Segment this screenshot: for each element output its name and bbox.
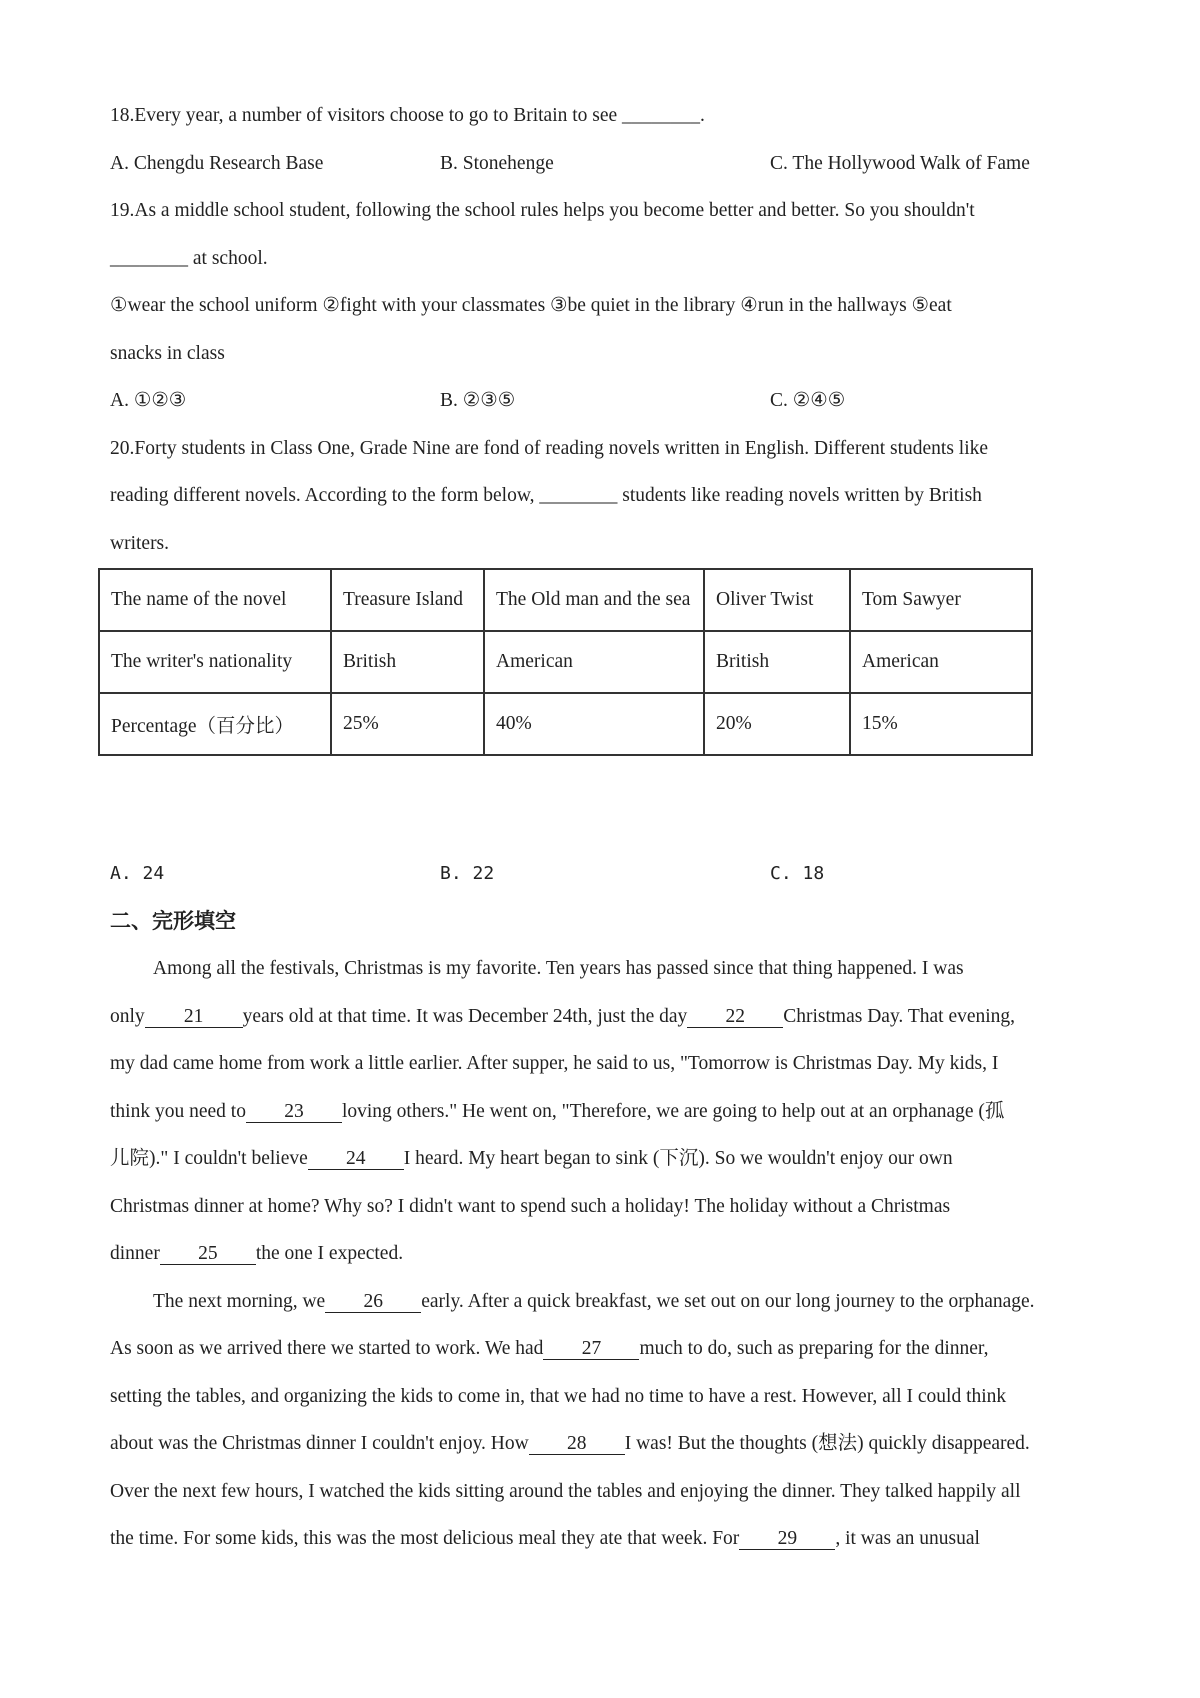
- table-cell: 15%: [850, 693, 1032, 755]
- q19-stem-line-2: ________ at school.: [110, 247, 268, 269]
- table-cell: The writer's nationality: [99, 631, 331, 693]
- cloze-paragraph-1: [110, 945, 1110, 1278]
- table-cell: American: [484, 631, 704, 693]
- blank-25[interactable]: 25: [160, 1244, 256, 1265]
- q20-options: [110, 850, 1110, 898]
- text-run: only: [110, 1005, 145, 1027]
- text-run: think you need to: [110, 1100, 246, 1122]
- q18-stem: 18.Every year, a number of visitors choose to go to Britain to see ________.: [110, 105, 705, 126]
- table-row: [99, 569, 1032, 631]
- paragraph-line: Christmas dinner at home? Why so? I didn't want to spend such a holiday! The holiday without a Christmas: [110, 1195, 951, 1217]
- blank-24[interactable]: 24: [308, 1149, 404, 1170]
- text-run: loving others." He went on, "Therefore, we are going to help out at an orphanage (孤: [341, 1100, 1005, 1122]
- q19-stem-line-1: 19.As a middle school student, following the school rules helps you become better and better. So you shouldn't: [110, 200, 975, 221]
- q19-option-a[interactable]: A. ①②③: [110, 390, 187, 411]
- paragraph-line: [110, 1515, 1110, 1563]
- text-run: the time. For some kids, this was the most delicious meal they ate that week. For: [110, 1528, 740, 1549]
- table-cell: British: [704, 631, 850, 693]
- paragraph-line: setting the tables, and organizing the kids to come in, that we had no time to have a rest. However, all I could think: [110, 1385, 1007, 1407]
- table-cell: Tom Sawyer: [850, 569, 1032, 631]
- q20-option-b[interactable]: B. 22: [440, 863, 495, 884]
- table-cell: Oliver Twist: [704, 569, 850, 631]
- text-run: the one I expected.: [255, 1243, 404, 1264]
- section-title: 二、完形填空: [110, 908, 236, 933]
- table-cell: The name of the novel: [99, 569, 331, 631]
- q20-stem-line-2: reading different novels. According to the form below, ________ students like reading novels written by British: [110, 485, 982, 506]
- table-row: [99, 631, 1032, 693]
- q18-options: [110, 140, 1110, 188]
- text-run: , it was an unusual: [835, 1528, 980, 1549]
- q18-option-a[interactable]: A. Chengdu Research Base: [110, 152, 324, 174]
- blank-27[interactable]: 27: [543, 1339, 639, 1360]
- table-cell: The Old man and the sea: [484, 569, 704, 631]
- table-cell: Treasure Island: [331, 569, 484, 631]
- text-run: The next morning, we: [153, 1290, 326, 1312]
- paragraph-line: [110, 1325, 1110, 1373]
- q18-option-b[interactable]: B. Stonehenge: [440, 152, 554, 174]
- blank-26[interactable]: 26: [325, 1292, 421, 1313]
- blank-28[interactable]: 28: [529, 1434, 625, 1455]
- q19-items-line-1: ①wear the school uniform ②fight with your classmates ③be quiet in the library ④run in the hallways ⑤eat: [110, 295, 952, 316]
- text-run: I heard. My heart began to sink (下沉). So we wouldn't enjoy our own: [403, 1148, 953, 1169]
- text-run: Christmas Day. That evening,: [783, 1005, 1016, 1027]
- paragraph-line: [110, 1278, 1110, 1326]
- table-cell: Percentage（百分比）: [99, 693, 331, 755]
- paragraph-line: Among all the festivals, Christmas is my favorite. Ten years has passed since that thing happened. I was: [153, 958, 964, 979]
- q20-stem-line-3: writers.: [110, 532, 170, 554]
- novels-table: [98, 568, 1033, 756]
- blank-22[interactable]: 22: [687, 1007, 783, 1028]
- table-cell: British: [331, 631, 484, 693]
- blank-29[interactable]: 29: [739, 1529, 835, 1550]
- table-cell: American: [850, 631, 1032, 693]
- text-run: much to do, such as preparing for the dinner,: [639, 1338, 989, 1359]
- text-run: about was the Christmas dinner I couldn't enjoy. How: [110, 1433, 529, 1454]
- q20-stem-line-1: 20.Forty students in Class One, Grade Nine are fond of reading novels written in English. Different students like: [110, 437, 989, 459]
- text-run: As soon as we arrived there we started to work. We had: [110, 1338, 544, 1359]
- q19-items-line-2: snacks in class: [110, 342, 225, 364]
- q19-options: [110, 377, 1110, 425]
- table-row: [99, 693, 1032, 755]
- text-run: years old at that time. It was December 24th, just the day: [242, 1005, 688, 1027]
- q20-option-a[interactable]: A. 24: [110, 863, 165, 884]
- text-run: dinner: [110, 1243, 160, 1264]
- blank-23[interactable]: 23: [246, 1102, 342, 1123]
- paragraph-line: Over the next few hours, I watched the kids sitting around the tables and enjoying the dinner. They talked happily all: [110, 1480, 1021, 1502]
- table-cell: 20%: [704, 693, 850, 755]
- q20-option-c[interactable]: C. 18: [770, 863, 825, 884]
- paragraph-line: [110, 1135, 1110, 1183]
- text-run: 儿院)." I couldn't believe: [110, 1148, 308, 1169]
- paragraph-line: [110, 1420, 1110, 1468]
- q19-option-b[interactable]: B. ②③⑤: [440, 390, 516, 411]
- blank-21[interactable]: 21: [145, 1007, 243, 1028]
- cloze-paragraph-2: [110, 1278, 1110, 1563]
- paragraph-line: [110, 1230, 1110, 1278]
- paragraph-line: [110, 1088, 1110, 1136]
- exam-page: [110, 92, 1110, 1563]
- paragraph-line: my dad came home from work a little earlier. After supper, he said to us, "Tomorrow is Christmas Day. My kids, I: [110, 1053, 999, 1074]
- table-cell: 40%: [484, 693, 704, 755]
- paragraph-line: [110, 993, 1110, 1041]
- text-run: early. After a quick breakfast, we set out on our long journey to the orphanage.: [421, 1290, 1035, 1312]
- table-cell: 25%: [331, 693, 484, 755]
- q18-option-c[interactable]: C. The Hollywood Walk of Fame: [770, 152, 1030, 174]
- q19-option-c[interactable]: C. ②④⑤: [770, 390, 846, 411]
- text-run: I was! But the thoughts (想法) quickly disappeared.: [624, 1433, 1030, 1454]
